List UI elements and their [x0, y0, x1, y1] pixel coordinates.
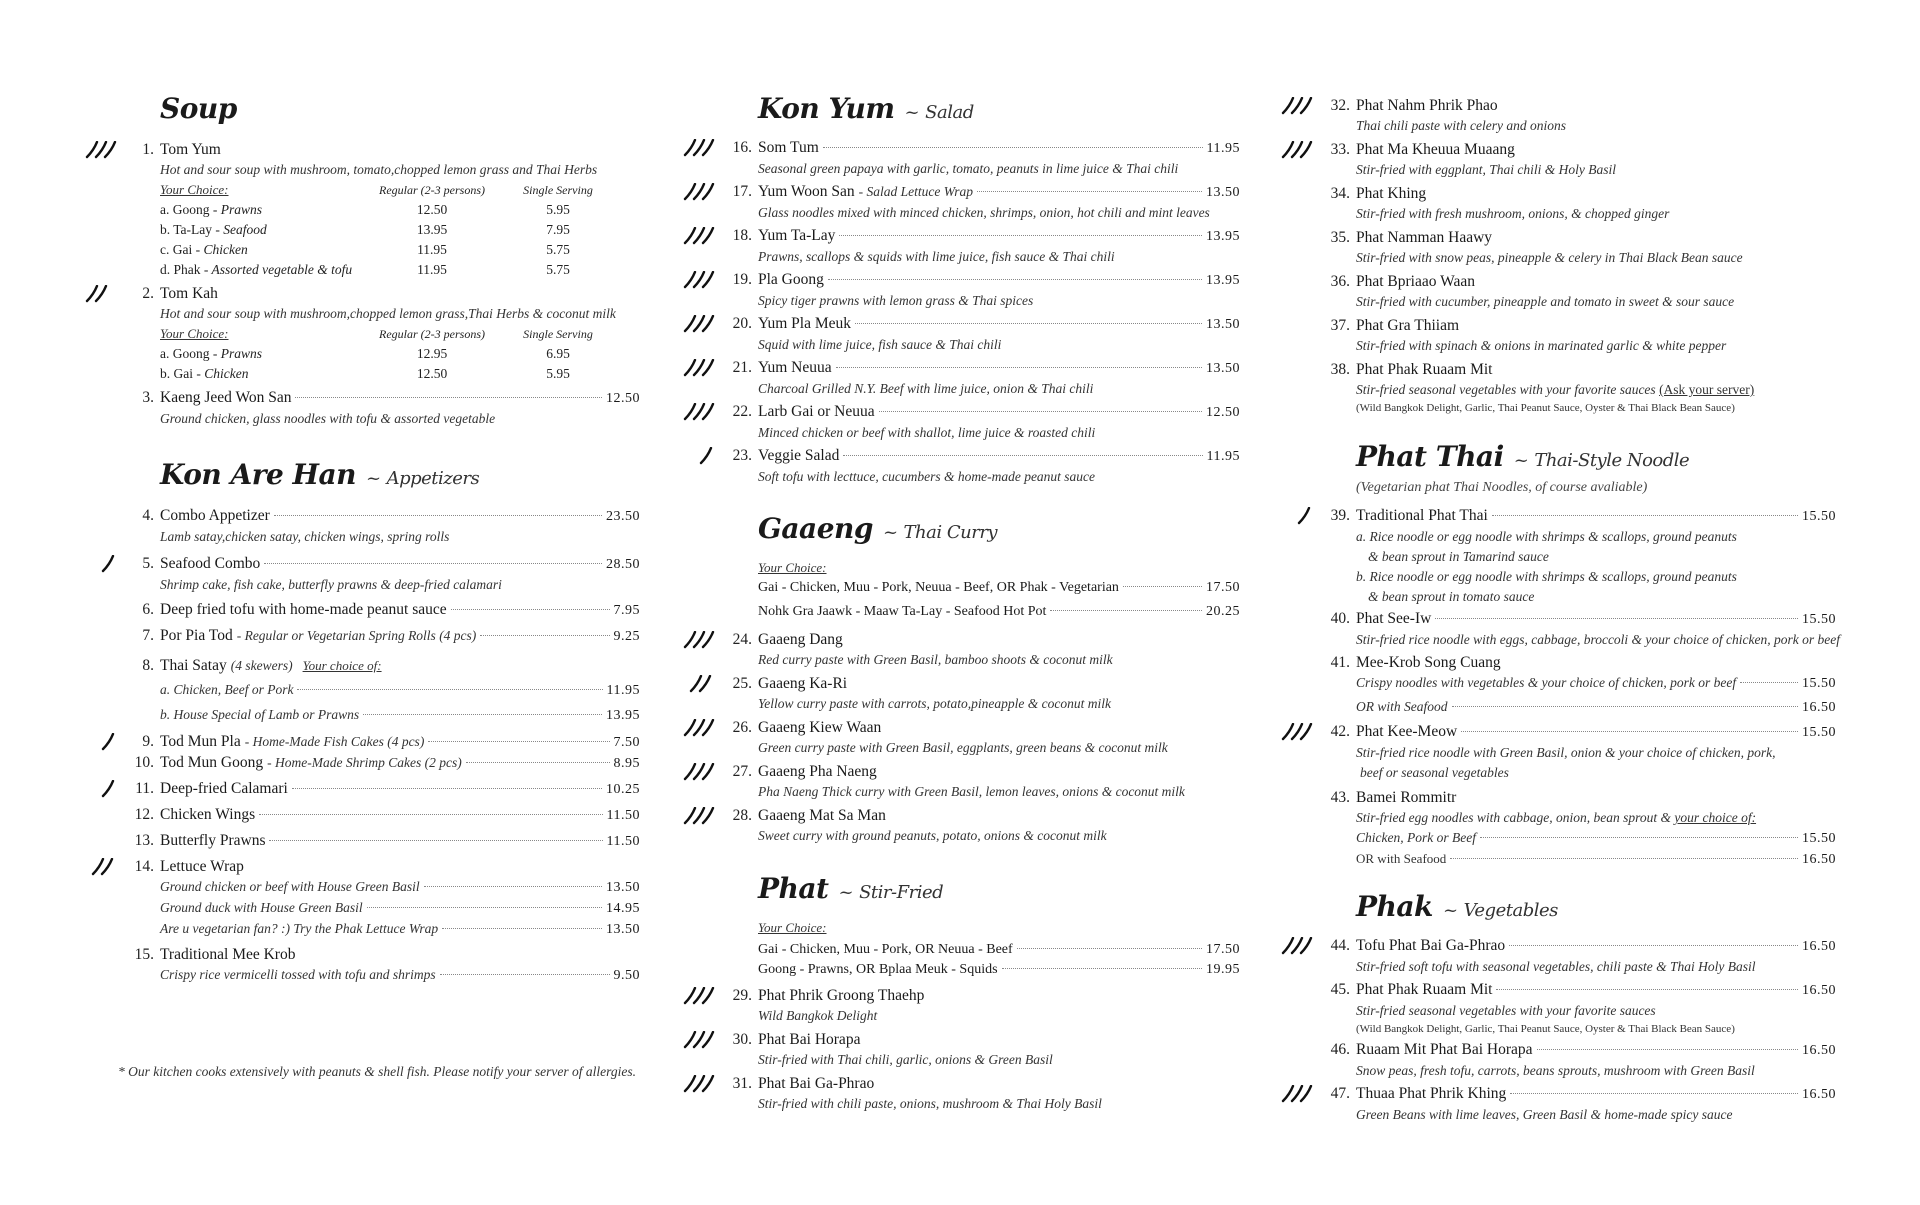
menu-item: 11. Deep-fried Calamari 10.25: [160, 779, 640, 800]
item-description: Shrimp cake, fish cake, butterfly prawns & deep-fried calamari: [160, 577, 502, 592]
spice-level-3-icon: [680, 631, 718, 649]
menu-item: 29. Phat Phrik Groong Thaehp Wild Bangkok Delight: [758, 986, 1240, 1026]
item-description: Thai chili paste with celery and onions: [1356, 118, 1566, 133]
item-description: Yellow curry paste with carrots, potato,pineapple & coconut milk: [758, 696, 1111, 711]
item-description: Sweet curry with ground peanuts, potato, onions & coconut milk: [758, 828, 1107, 843]
item-name: Som Tum: [758, 139, 819, 156]
item-price: 11.95: [1206, 141, 1240, 156]
spice-level-3-icon: [680, 359, 718, 377]
item-description: Seasonal green papaya with garlic, tomato, peanuts in lime juice & Thai chili: [758, 161, 1179, 176]
item-price: 15.50: [1802, 725, 1836, 740]
item-name: Gaaeng Ka-Ri: [758, 675, 848, 692]
menu-item: 42. Phat Kee-Meow 15.50 Stir-fried rice noodle with Green Basil, onion & your choice of chicken, pork, beef or seasonal vegetables: [1356, 722, 1836, 783]
spice-level-1-icon: [1278, 507, 1316, 525]
item-name: Traditional Mee Krob: [160, 946, 296, 963]
item-name: Yum Pla Meuk: [758, 315, 851, 332]
spice-level-1-icon: [82, 555, 120, 573]
item-name: Seafood Combo: [160, 555, 261, 572]
spice-level-3-icon: [1278, 141, 1316, 159]
menu-item: 44. Tofu Phat Bai Ga-Phrao 16.50 Stir-fried soft tofu with seasonal vegetables, chili paste & Thai Holy Basil: [1356, 936, 1836, 977]
menu-item: 3. Kaeng Jeed Won San 12.50 Ground chicken, glass noodles with tofu & assorted vegetable: [160, 388, 640, 429]
soup-option: a. Goong - Prawns 12.95 6.95: [160, 346, 570, 361]
item-price: 9.25: [613, 629, 640, 644]
item-price: 7.50: [613, 735, 640, 750]
ask-server-link: (Ask your server): [1659, 382, 1755, 397]
spice-level-1-icon: [680, 447, 718, 465]
item-name: Phat Phak Ruaam Mit: [1356, 361, 1493, 378]
menu-item: 8. Thai Satay (4 skewers) Your choice of: a. Chicken, Beef or Pork 11.95 b. House Special of Lamb or Prawns 13.95: [142, 657, 640, 723]
spice-level-3-icon: [680, 403, 718, 421]
item-price: 13.95: [1206, 229, 1240, 244]
item-name: Phat See-Iw: [1356, 610, 1432, 627]
menu-item: 14. Lettuce Wrap Ground chicken or beef with House Green Basil 13.50 Ground duck with House Green Basil 14.95 Are u vegetarian fan? :) Try the Phak Lettuce Wrap 13.50: [160, 857, 640, 940]
item-name: Tod Mun Goong: [160, 754, 264, 771]
soup-option: b. Ta-Lay - Seafood 13.95 7.95: [160, 222, 570, 237]
item-description: Green curry paste with Green Basil, eggplants, green beans & coconut milk: [758, 740, 1168, 755]
appetizers-section: [160, 458, 640, 496]
spice-level-3-icon: [680, 139, 718, 157]
item-price: 16.50: [1802, 1087, 1836, 1102]
curry-section: [758, 512, 1240, 550]
spice-level-3-icon: [82, 141, 120, 159]
menu-item: 10. Tod Mun Goong - Home-Made Shrimp Cakes (2 pcs) 8.95: [160, 753, 640, 774]
item-price: 11.50: [606, 808, 640, 823]
menu-item: 16. Som Tum 11.95 Seasonal green papaya with garlic, tomato, peanuts in lime juice & Thai chili: [758, 138, 1240, 179]
item-name: Phat Phak Ruaam Mit: [1356, 981, 1493, 998]
item-price: 16.50: [1802, 939, 1836, 954]
item-name: Gaaeng Kiew Waan: [758, 719, 882, 736]
menu-item: 33. Phat Ma Kheuua Muaang Stir-fried with eggplant, Thai chili & Holy Basil: [1356, 140, 1836, 180]
sauce-list: (Wild Bangkok Delight, Garlic, Thai Peanut Sauce, Oyster & Thai Black Bean Sauce): [1356, 402, 1735, 414]
item-name: Phat Bai Ga-Phrao: [758, 1075, 875, 1092]
item-name: Deep-fried Calamari: [160, 780, 288, 797]
menu-item: 40. Phat See-Iw 15.50 Stir-fried rice noodle with eggs, cabbage, broccoli & your choice of chicken, pork or beef: [1356, 609, 1836, 650]
item-price: 7.95: [613, 603, 640, 618]
item-description: Squid with lime juice, fish sauce & Thai chili: [758, 337, 1002, 352]
menu-item: 47. Thuaa Phat Phrik Khing 16.50 Green Beans with lime leaves, Green Basil & home-made spicy sauce: [1356, 1084, 1836, 1125]
item-description: Stir-fried with snow peas, pineapple & celery in Thai Black Bean sauce: [1356, 250, 1743, 265]
item-description: Wild Bangkok Delight: [758, 1008, 878, 1023]
item-name: Combo Appetizer: [160, 507, 270, 524]
item-description: Pha Naeng Thick curry with Green Basil, lemon leaves, onions & coconut milk: [758, 784, 1185, 799]
item-name: Gaaeng Mat Sa Man: [758, 807, 886, 824]
item-description: Spicy tiger prawns with lemon grass & Thai spices: [758, 293, 1034, 308]
item-name: Deep fried tofu with home-made peanut sauce: [160, 601, 447, 618]
spice-level-3-icon: [680, 807, 718, 825]
item-price: 13.50: [1206, 185, 1240, 200]
menu-item: 46. Ruaam Mit Phat Bai Horapa 16.50 Snow peas, fresh tofu, carrots, beans sprouts, mushroom with Green Basil: [1356, 1040, 1836, 1081]
item-name: Phat Nahm Phrik Phao: [1356, 97, 1498, 114]
menu-item: 26. Gaaeng Kiew Waan Green curry paste with Green Basil, eggplants, green beans & coconut milk: [758, 718, 1240, 758]
item-price: 11.95: [1206, 449, 1240, 464]
menu-item: 18. Yum Ta-Lay 13.95 Prawns, scallops & squids with lime juice, fish sauce & Thai chili: [758, 226, 1240, 267]
item-name: Thai Satay: [160, 657, 227, 674]
item-name: Tom Yum: [160, 141, 221, 158]
spice-level-3-icon: [680, 719, 718, 737]
item-description: Stir-fried with chili paste, onions, mushroom & Thai Holy Basil: [758, 1096, 1102, 1111]
item-name: Tod Mun Pla: [160, 733, 241, 750]
menu-item: 21. Yum Neuua 13.50 Charcoal Grilled N.Y. Beef with lime juice, onion & Thai chili: [758, 358, 1240, 399]
item-description: Soft tofu with lecttuce, cucumbers & home-made peanut sauce: [758, 469, 1096, 484]
spice-level-1-icon: [82, 733, 120, 751]
menu-item: 4. Combo Appetizer 23.50 Lamb satay,chicken satay, chicken wings, spring rolls: [160, 506, 640, 547]
item-name: Lettuce Wrap: [160, 858, 244, 875]
menu-item: 34. Phat Khing Stir-fried with fresh mushroom, onions, & chopped ginger: [1356, 184, 1836, 224]
menu-item: 39. Traditional Phat Thai 15.50 a. Rice noodle or egg noodle with shrimps & scallops, ground peanuts & bean sprout in Tamarind sauce b. Rice noodle or egg noodle with shrimps & scallops, ground peanuts & bean sprout in tomato sauce: [1356, 506, 1836, 607]
soup-option: c. Gai - Chicken 11.95 5.75: [160, 242, 570, 257]
spice-level-3-icon: [1278, 937, 1316, 955]
item-name: Tofu Phat Bai Ga-Phrao: [1356, 937, 1506, 954]
item-description: Snow peas, fresh tofu, carrots, beans sprouts, mushroom with Green Basil: [1356, 1063, 1755, 1078]
section-title: Phat ~ Stir-Fried: [758, 872, 944, 905]
item-description: Minced chicken or beef with shallot, lime juice & roasted chili: [758, 425, 1096, 440]
salad-section: [758, 92, 1240, 130]
item-price: 13.50: [1206, 317, 1240, 332]
item-name: Pla Goong: [758, 271, 824, 288]
item-description: Ground chicken, glass noodles with tofu & assorted vegetable: [160, 411, 496, 426]
section-title: Kon Are Han ~ Appetizers: [160, 458, 480, 491]
item-price: 23.50: [606, 509, 640, 524]
item-description: Stir-fried with fresh mushroom, onions, & chopped ginger: [1356, 206, 1670, 221]
stirfried-choices: Your Choice: Gai - Chicken, Muu - Pork, OR Neuua - Beef 17.50 Goong - Prawns, OR Bplaa Meuk - Squids 19.95: [758, 920, 1240, 977]
item-name: Veggie Salad: [758, 447, 840, 464]
item-name: Yum Woon San: [758, 183, 855, 200]
menu-item: 2. Tom Kah Hot and sour soup with mushroom,chopped lemon grass,Thai Herbs & coconut milk Your Choice: Regular (2-3 persons) Single Serving a. Goong - Prawns 12.95 6.95 b. Gai - Chicken 12.50 5.95: [160, 284, 640, 384]
menu-item: 25. Gaaeng Ka-Ri Yellow curry paste with carrots, potato,pineapple & coconut milk: [758, 674, 1240, 714]
item-name: Thuaa Phat Phrik Khing: [1356, 1085, 1507, 1102]
menu-item: 28. Gaaeng Mat Sa Man Sweet curry with ground peanuts, potato, onions & coconut milk: [758, 806, 1240, 846]
spice-level-3-icon: [680, 1031, 718, 1049]
menu-item: 13. Butterfly Prawns 11.50: [160, 831, 640, 852]
allergy-note: * Our kitchen cooks extensively with peanuts & shell fish. Please notify your server of allergies.: [118, 1064, 637, 1079]
soup-section: [160, 92, 640, 126]
item-price: 15.50: [1802, 509, 1836, 524]
item-price: 13.50: [1206, 361, 1240, 376]
item-name: Mee-Krob Song Cuang: [1356, 654, 1501, 671]
menu-item: 9. Tod Mun Pla - Home-Made Fish Cakes (4 pcs) 7.50: [160, 732, 640, 753]
vegetables-section: [1356, 890, 1836, 928]
item-name: Yum Ta-Lay: [758, 227, 836, 244]
item-name: Phat Khing: [1356, 185, 1427, 202]
spice-level-2-icon: [82, 858, 120, 876]
section-note: (Vegetarian phat Thai Noodles, of course avaliable): [1356, 480, 1648, 495]
spice-level-3-icon: [680, 227, 718, 245]
spice-level-2-icon: [680, 675, 718, 693]
item-price: 16.50: [1802, 983, 1836, 998]
item-price: 13.95: [1206, 273, 1240, 288]
item-name: Ruaam Mit Phat Bai Horapa: [1356, 1041, 1533, 1058]
item-description: Charcoal Grilled N.Y. Beef with lime juice, onion & Thai chili: [758, 381, 1094, 396]
spice-level-3-icon: [680, 315, 718, 333]
menu-item: 41. Mee-Krob Song Cuang Crispy noodles with vegetables & your choice of chicken, pork or beef 15.50 OR with Seafood 16.50: [1330, 654, 1836, 715]
menu-item: 36. Phat Bpriaao Waan Stir-fried with cucumber, pineapple and tomato in sweet & sour sauce: [1356, 272, 1836, 312]
menu-item: 32. Phat Nahm Phrik Phao Thai chili paste with celery and onions: [1356, 96, 1836, 136]
menu-item: 38. Phat Phak Ruaam Mit Stir-fried seasonal vegetables with your favorite sauces (Ask your server) (Wild Bangkok Delight, Garlic, Thai Peanut Sauce, Oyster & Thai Black Bean Sauce): [1356, 360, 1836, 416]
section-title: Phat Thai ~ Thai-Style Noodle: [1356, 440, 1690, 473]
item-description: Prawns, scallops & squids with lime juice, fish sauce & Thai chili: [758, 249, 1115, 264]
menu-item: 24. Gaaeng Dang Red curry paste with Green Basil, bamboo shoots & coconut milk: [758, 630, 1240, 670]
item-price: 11.50: [606, 834, 640, 849]
item-price: 16.50: [1802, 1043, 1836, 1058]
spice-level-3-icon: [680, 1075, 718, 1093]
item-name: Bamei Rommitr: [1356, 789, 1457, 806]
item-name: Larb Gai or Neuua: [758, 403, 875, 420]
sauce-list: (Wild Bangkok Delight, Garlic, Thai Peanut Sauce, Oyster & Thai Black Bean Sauce): [1356, 1023, 1735, 1035]
item-price: 15.50: [1802, 612, 1836, 627]
item-description: Stir-fried with spinach & onions in marinated garlic & white pepper: [1356, 338, 1727, 353]
section-title: Kon Yum ~ Salad: [758, 92, 974, 125]
menu-item: 19. Pla Goong 13.95 Spicy tiger prawns with lemon grass & Thai spices: [758, 270, 1240, 311]
item-name: Gaaeng Dang: [758, 631, 843, 648]
spice-level-3-icon: [1278, 723, 1316, 741]
menu-item: 20. Yum Pla Meuk 13.50 Squid with lime juice, fish sauce & Thai chili: [758, 314, 1240, 355]
menu-item: 27. Gaaeng Pha Naeng Pha Naeng Thick curry with Green Basil, lemon leaves, onions & coconut milk: [758, 762, 1240, 802]
item-price: 8.95: [613, 756, 640, 771]
soup-option: d. Phak - Assorted vegetable & tofu 11.95 5.75: [160, 262, 570, 277]
item-name: Phat Phrik Groong Thaehp: [758, 987, 925, 1004]
item-description: Stir-fried with eggplant, Thai chili & Holy Basil: [1356, 162, 1616, 177]
spice-level-3-icon: [1278, 97, 1316, 115]
spice-level-3-icon: [1278, 1085, 1316, 1103]
item-price: 10.25: [606, 782, 640, 797]
spice-level-2-icon: [82, 285, 120, 303]
item-description: Stir-fried seasonal vegetables with your favorite sauces: [1356, 1003, 1656, 1018]
item-description: Lamb satay,chicken satay, chicken wings, spring rolls: [160, 529, 450, 544]
section-title: Soup: [160, 92, 237, 125]
menu-item: 1. Tom Yum Hot and sour soup with mushroom, tomato,chopped lemon grass and Thai Herbs Your Choice: Regular (2-3 persons) Single Serving a. Goong - Prawns 12.50 5.95 b. Ta-Lay - Seafood 13.95 7.95 c. Gai - Chicken 11.95 5.75 d. Phak - Assorted vegetable & tofu 11.95 5.75: [160, 140, 640, 280]
item-name: Phat Gra Thiiam: [1356, 317, 1460, 334]
spice-level-3-icon: [680, 271, 718, 289]
soup-option: b. Gai - Chicken 12.50 5.95: [160, 366, 570, 381]
section-title: Gaaeng ~ Thai Curry: [758, 512, 998, 545]
item-description: Stir-fried soft tofu with seasonal vegetables, chili paste & Thai Holy Basil: [1356, 959, 1756, 974]
item-name: Phat Kee-Meow: [1356, 723, 1458, 740]
menu-item: 17. Yum Woon San - Salad Lettuce Wrap 13.50 Glass noodles mixed with minced chicken, shrimps, onion, hot chili and mint leaves: [758, 182, 1240, 223]
menu-item: 5. Seafood Combo 28.50 Shrimp cake, fish cake, butterfly prawns & deep-fried calamari: [160, 554, 640, 595]
menu-item: 12. Chicken Wings 11.50: [160, 805, 640, 826]
menu-item: 6. Deep fried tofu with home-made peanut sauce 7.95: [160, 600, 640, 621]
item-name: Phat Bpriaao Waan: [1356, 273, 1475, 290]
item-description: Stir-fried with cucumber, pineapple and tomato in sweet & sour sauce: [1356, 294, 1735, 309]
item-name: Gaaeng Pha Naeng: [758, 763, 877, 780]
curry-choices: Your Choice: Gai - Chicken, Muu - Pork, Neuua - Beef, OR Phak - Vegetarian 17.50 Nohk Gra Jaawk - Maaw Ta-Lay - Seafood Hot Pot 20.25: [758, 560, 1240, 619]
stirfried-section: [758, 872, 1240, 910]
item-description: Green Beans with lime leaves, Green Basil & home-made spicy sauce: [1356, 1107, 1733, 1122]
menu-item: 43. Bamei Rommitr Stir-fried egg noodles with cabbage, onion, bean sprout & your choice of: Chicken, Pork or Beef 15.50 OR with Seafood 16.50: [1330, 789, 1836, 867]
section-title: Phak ~ Vegetables: [1356, 890, 1558, 923]
item-name: Yum Neuua: [758, 359, 832, 376]
item-name: Phat Namman Haawy: [1356, 229, 1493, 246]
item-price: 12.50: [1206, 405, 1240, 420]
menu-item: 15. Traditional Mee Krob Crispy rice vermicelli tossed with tofu and shrimps 9.50: [134, 946, 640, 983]
menu-item: 31. Phat Bai Ga-Phrao Stir-fried with chili paste, onions, mushroom & Thai Holy Basil: [758, 1074, 1240, 1114]
item-name: Por Pia Tod: [160, 627, 233, 644]
item-price: 12.50: [606, 391, 640, 406]
soup-option: a. Goong - Prawns 12.50 5.95: [160, 202, 570, 217]
item-name: Tom Kah: [160, 285, 218, 302]
item-description: Stir-fried rice noodle with eggs, cabbage, broccoli & your choice of chicken, pork or beef: [1356, 632, 1840, 647]
spice-level-1-icon: [82, 780, 120, 798]
spice-level-3-icon: [680, 763, 718, 781]
menu-item: 37. Phat Gra Thiiam Stir-fried with spinach & onions in marinated garlic & white pepper: [1356, 316, 1836, 356]
item-description: Stir-fried seasonal vegetables with your favorite sauces (Ask your server): [1356, 382, 1755, 397]
item-description: Hot and sour soup with mushroom,chopped lemon grass,Thai Herbs & coconut milk: [160, 306, 616, 321]
menu-item: 23. Veggie Salad 11.95 Soft tofu with lecttuce, cucumbers & home-made peanut sauce: [758, 446, 1240, 487]
item-name: Butterfly Prawns: [160, 832, 266, 849]
item-name: Chicken Wings: [160, 806, 256, 823]
phatthai-section: [1356, 440, 1836, 498]
item-price: 28.50: [606, 557, 640, 572]
menu-item: 7. Por Pia Tod - Regular or Vegetarian Spring Rolls (4 pcs) 9.25: [160, 626, 640, 647]
spice-level-3-icon: [680, 183, 718, 201]
menu-item: 22. Larb Gai or Neuua 12.50 Minced chicken or beef with shallot, lime juice & roasted chili: [758, 402, 1240, 443]
item-description: Stir-fried with Thai chili, garlic, onions & Green Basil: [758, 1052, 1053, 1067]
menu-item: 35. Phat Namman Haawy Stir-fried with snow peas, pineapple & celery in Thai Black Bean sauce: [1356, 228, 1836, 268]
item-description: Hot and sour soup with mushroom, tomato,chopped lemon grass and Thai Herbs: [160, 162, 598, 177]
item-name: Phat Ma Kheuua Muaang: [1356, 141, 1515, 158]
menu-item: 45. Phat Phak Ruaam Mit 16.50 Stir-fried seasonal vegetables with your favorite sauces (Wild Bangkok Delight, Garlic, Thai Peanut Sauce, Oyster & Thai Black Bean Sauce): [1330, 981, 1836, 1035]
item-name: Kaeng Jeed Won San: [160, 389, 292, 406]
item-name: Traditional Phat Thai: [1356, 507, 1488, 524]
menu-item: 30. Phat Bai Horapa Stir-fried with Thai chili, garlic, onions & Green Basil: [758, 1030, 1240, 1070]
item-description: Red curry paste with Green Basil, bamboo shoots & coconut milk: [758, 652, 1113, 667]
item-description: Glass noodles mixed with minced chicken, shrimps, onion, hot chili and mint leaves: [758, 205, 1210, 220]
item-name: Phat Bai Horapa: [758, 1031, 861, 1048]
spice-level-3-icon: [680, 987, 718, 1005]
